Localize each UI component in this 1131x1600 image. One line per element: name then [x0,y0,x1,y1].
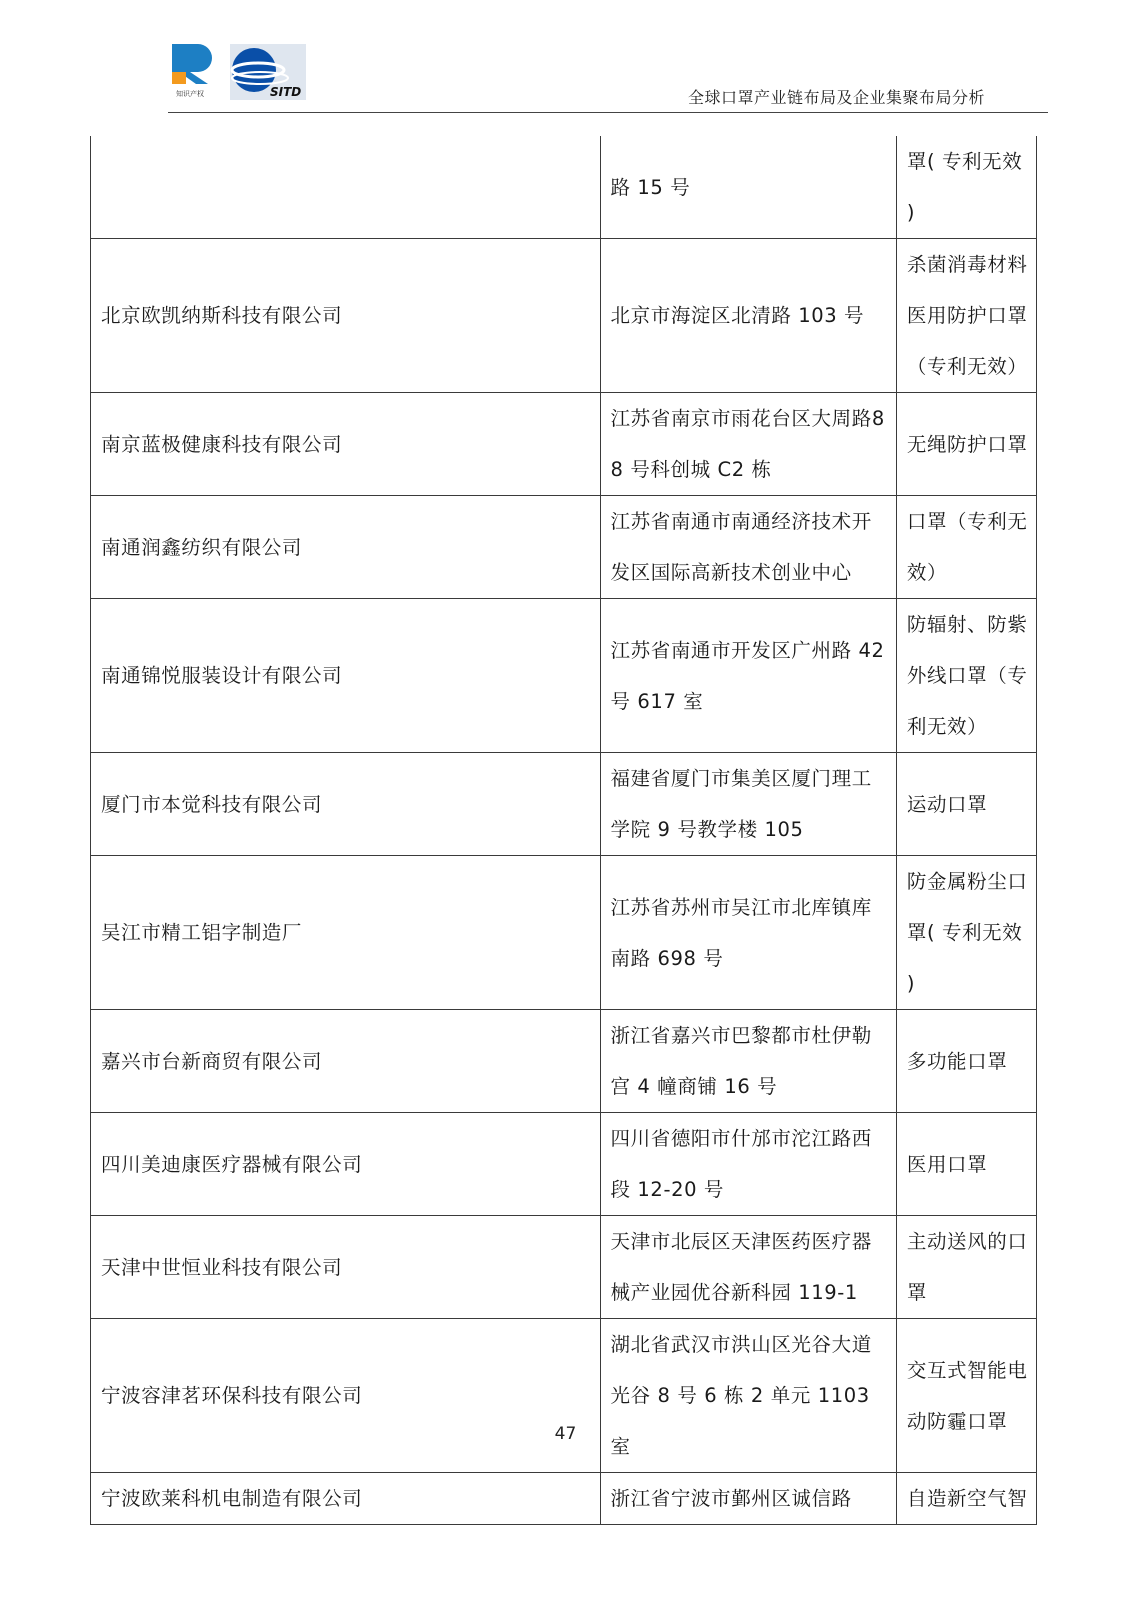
address-cell: 江苏省南京市雨花台区大周路88 号科创城 C2 栋 [600,393,896,496]
document-title: 全球口罩产业链布局及企业集聚布局分析 [687,88,985,107]
table-row [91,856,1037,1010]
address-cell: 江苏省南通市南通经济技术开发区国际高新技术创业中心 [600,496,896,599]
product-cell: 主动送风的口罩 [896,1216,1036,1319]
svg-text:知识产权: 知识产权 [176,90,204,98]
table-row [91,496,1037,599]
address-cell: 四川省德阳市什邡市沱江路西段 12-20 号 [600,1113,896,1216]
header-logos [172,40,307,104]
company-cell: 天津中世恒业科技有限公司 [91,1216,601,1319]
address-cell: 北京市海淀区北清路 103 号 [600,239,896,393]
company-cell: 四川美迪康医疗器械有限公司 [91,1113,601,1216]
product-cell: 自造新空气智 [896,1473,1036,1525]
company-cell: 南通锦悦服装设计有限公司 [91,599,601,753]
company-cell [91,136,601,239]
product-cell: 防辐射、防紫外线口罩（专利无效） [896,599,1036,753]
product-cell: 杀菌消毒材料医用防护口罩（专利无效） [896,239,1036,393]
address-cell: 湖北省武汉市洪山区光谷大道光谷 8 号 6 栋 2 单元 1103 室 [600,1319,896,1473]
company-table [90,136,1037,1525]
company-cell: 吴江市精工铝字制造厂 [91,856,601,1010]
address-cell: 江苏省南通市开发区广州路 42 号 617 室 [600,599,896,753]
table-row [91,393,1037,496]
product-cell: 口罩（专利无效） [896,496,1036,599]
product-cell: 防金属粉尘口罩( 专利无效 ) [896,856,1036,1010]
company-cell: 南京蓝极健康科技有限公司 [91,393,601,496]
table-row [91,136,1037,239]
r-logo-icon [172,40,216,104]
table-row [91,239,1037,393]
address-cell: 天津市北辰区天津医药医疗器械产业园优谷新科园 119-1 [600,1216,896,1319]
page-number: 47 [554,1424,577,1444]
header-divider [168,112,1048,113]
table-row [91,1319,1037,1473]
product-cell: 医用口罩 [896,1113,1036,1216]
product-cell: 多功能口罩 [896,1010,1036,1113]
address-cell: 福建省厦门市集美区厦门理工学院 9 号教学楼 105 [600,753,896,856]
table-row [91,1113,1037,1216]
company-cell: 宁波容津茗环保科技有限公司 [91,1319,601,1473]
address-cell: 路 15 号 [600,136,896,239]
table-row [91,1216,1037,1319]
product-cell: 罩( 专利无效 ) [896,136,1036,239]
table-row [91,599,1037,753]
svg-text:SITD: SITD [270,85,302,99]
sitd-logo-icon [230,44,306,100]
address-cell: 江苏省苏州市吴江市北库镇库南路 698 号 [600,856,896,1010]
address-cell: 浙江省嘉兴市巴黎都市杜伊勒宫 4 幢商铺 16 号 [600,1010,896,1113]
table-row [91,1010,1037,1113]
company-cell: 南通润鑫纺织有限公司 [91,496,601,599]
product-cell: 无绳防护口罩 [896,393,1036,496]
company-cell: 宁波欧莱科机电制造有限公司 [91,1473,601,1525]
table-row [91,1473,1037,1525]
table-row [91,753,1037,856]
address-cell: 浙江省宁波市鄞州区诚信路 [600,1473,896,1525]
product-cell: 交互式智能电动防霾口罩 [896,1319,1036,1473]
company-cell: 嘉兴市台新商贸有限公司 [91,1010,601,1113]
company-cell: 北京欧凯纳斯科技有限公司 [91,239,601,393]
company-cell: 厦门市本觉科技有限公司 [91,753,601,856]
product-cell: 运动口罩 [896,753,1036,856]
